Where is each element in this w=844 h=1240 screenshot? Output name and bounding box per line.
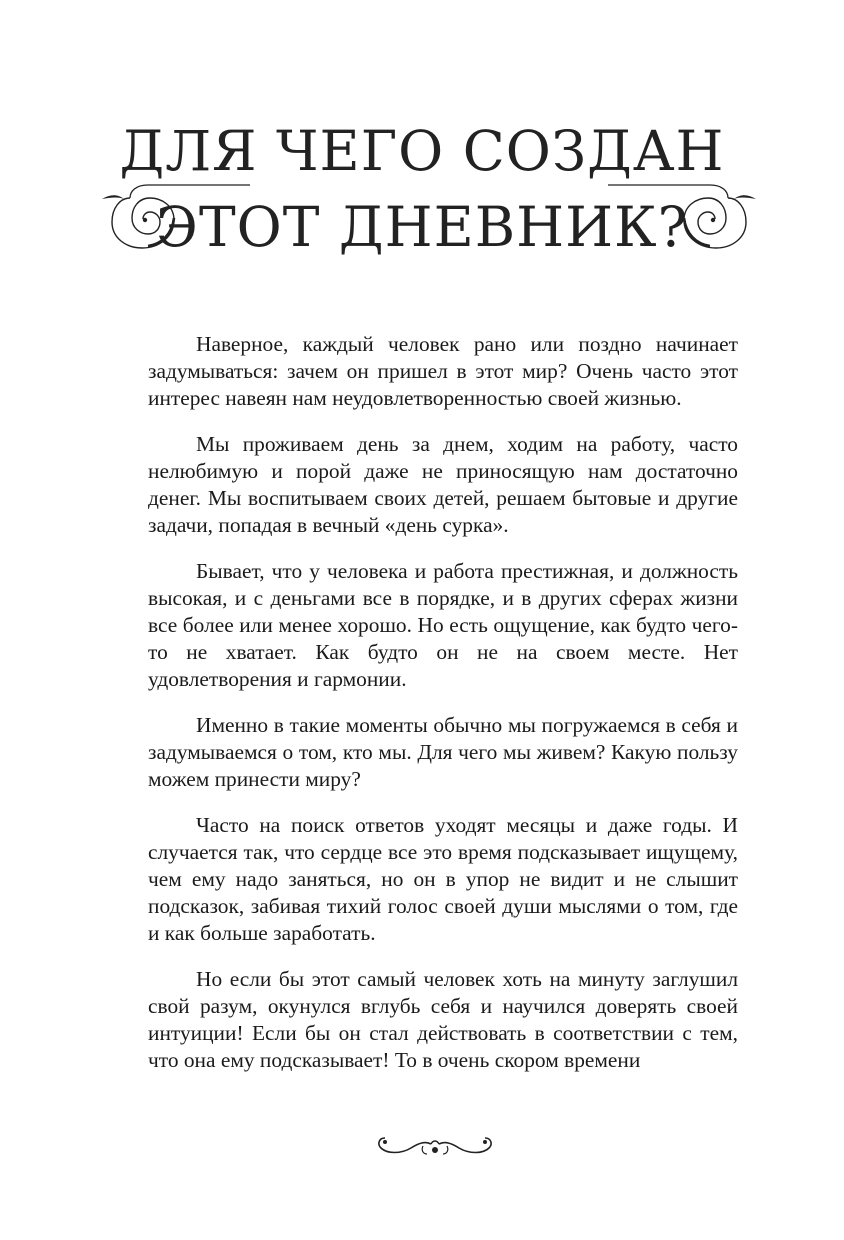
bottom-vine-ornament-icon (375, 1128, 495, 1164)
paragraph-2: Мы проживаем день за днем, ходим на работу, часто нелюбимую и порой даже не приносящую нам достаточно денег. Мы воспитываем своих детей, решаем бытовые и другие задачи, попадая в вечный «день сурка». (148, 432, 738, 537)
paragraph-5: Часто на поиск ответов уходят месяцы и даже годы. И случается так, что сердце все это время подсказывает ищущему, чем ему надо заняться, но он в упор не видит и не слышит подсказок, забивая тихий голос своей души мыслями о том, где и как больше заработать. (148, 813, 738, 945)
left-swirl-flourish-icon (100, 182, 252, 262)
chapter-title-line-2: ЭТОТ ДНЕВНИК? (155, 195, 689, 259)
right-swirl-flourish-icon (606, 182, 758, 262)
paragraph-4: Именно в такие моменты обычно мы погружаемся в себя и задумываемся о том, кто мы. Для чего мы живем? Какую пользу можем принести миру? (148, 713, 738, 791)
paragraph-1: Наверное, каждый человек рано или поздно начинает задумываться: зачем он пришел в этот мир? Очень часто этот интерес навеян нам неудовлетворенностью своей жизнью. (148, 332, 738, 410)
paragraph-3: Бывает, что у человека и работа престижная, и должность высокая, и с деньгами все в порядке, и в других сферах жизни все более или менее хорошо. Но есть ощущение, как будто чего-то не хватает. Как будто он не на своем месте. Нет удовлетворения и гармонии. (148, 559, 738, 691)
paragraph-6: Но если бы этот самый человек хоть на минуту заглушил свой разум, окунулся вглубь себя и научился доверять своей интуиции! Если бы он стал действовать в соответствии с тем, что она ему подсказывает! То в очень скором времени (148, 967, 738, 1072)
chapter-title-line-1: ДЛЯ ЧЕГО СОЗДАН (119, 119, 725, 183)
body-text (148, 331, 738, 1093)
chapter-title (0, 112, 844, 292)
